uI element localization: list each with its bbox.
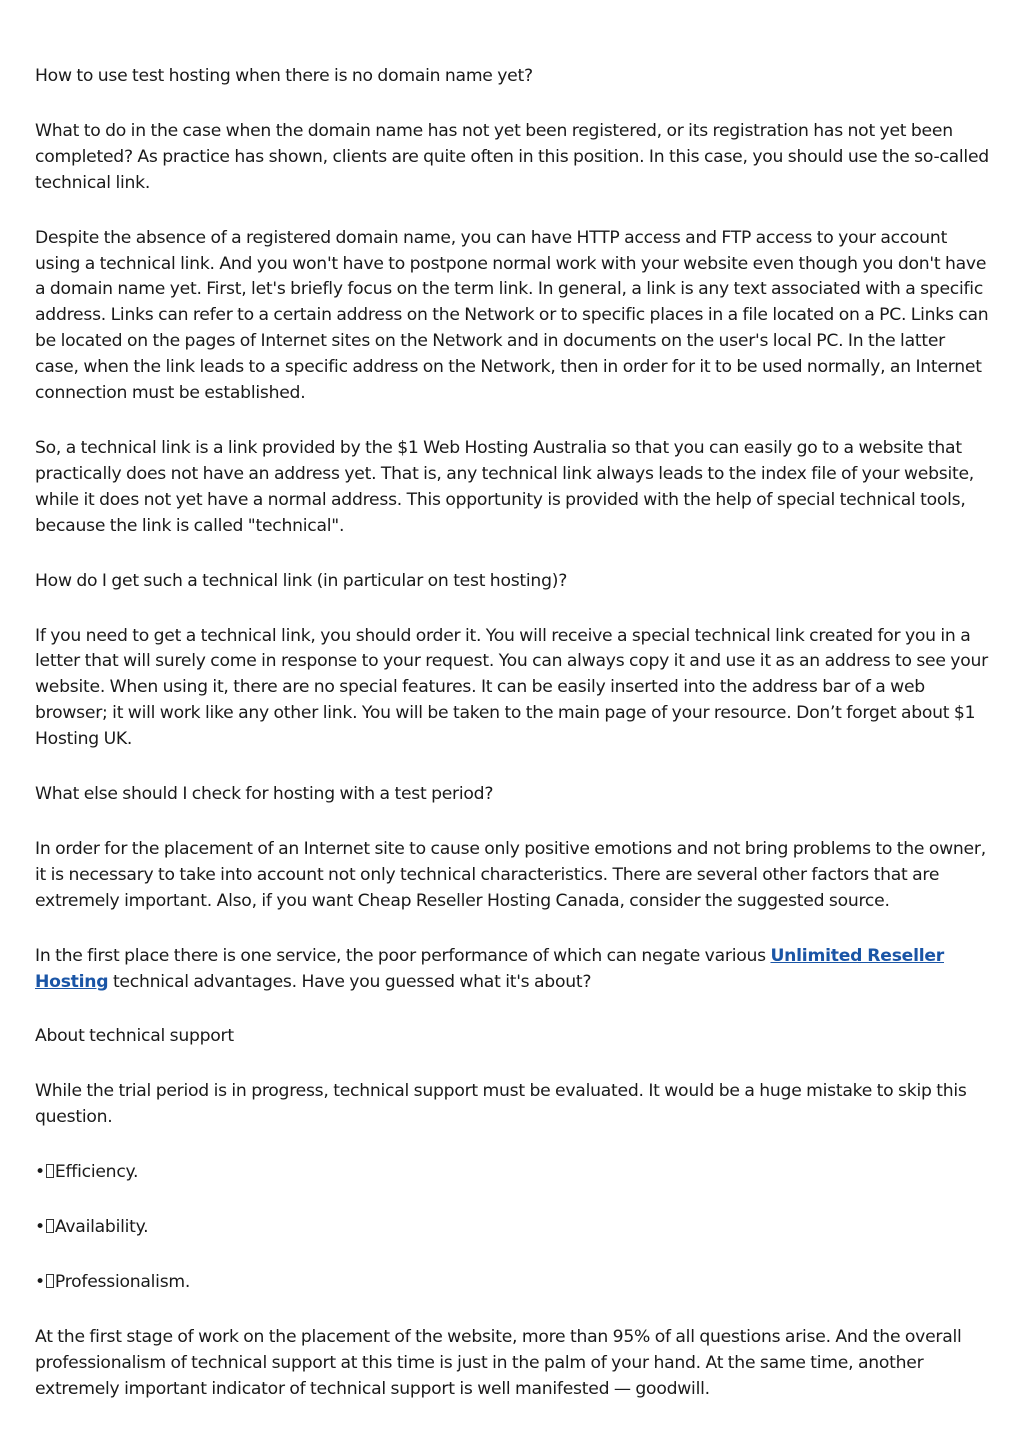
bullet-dot-icon: • bbox=[35, 1217, 45, 1238]
paragraph-technical-link-definition: So, a technical link is a link provided by the $1 Web Hosting Australia so that you can easily go to a website that practically does not have an address yet. That is, any technical link always leads to the index file of your website, while it does not yet have a normal address. This opportunity is provided with the help of special technical tools, because the link is called "technical". bbox=[35, 437, 974, 536]
bullet-item-availability bbox=[35, 1215, 993, 1241]
bullet-label: Efficiency. bbox=[54, 1162, 139, 1183]
bullet-dot-icon: • bbox=[35, 1272, 45, 1292]
paragraph-order-technical-link: If you need to get a technical link, you should order it. You will receive a special technical link created for you in a letter that will surely come in response to your request. You can always copy it and use it as an address to see your website. When using it, there are no special features. It can be easily inserted into the address bar of a web browser; it will work like any other link. You will be taken to the main page of your resource. Don’t forget about $1 Hosting UK. bbox=[35, 625, 988, 750]
paragraph-first-stage-goodwill: At the first stage of work on the placement of the website, more than 95% of all questions arise. And the overall professionalism of technical support at this time is just in the palm of your hand. At the same time, another extremely important indicator of technical support is well manifested — goodwill. bbox=[35, 1326, 962, 1399]
unlimited-reseller-hosting-link[interactable]: Unlimited Reseller Hosting bbox=[35, 945, 944, 992]
paragraph-text-after-link: technical advantages. Have you guessed what it's about? bbox=[108, 971, 592, 992]
question-heading-test-hosting: How to use test hosting when there is no domain name yet? bbox=[35, 66, 533, 86]
question-heading-get-technical-link: How do I get such a technical link (in particular on test hosting)? bbox=[35, 570, 568, 591]
missing-glyph-icon bbox=[46, 1274, 54, 1288]
paragraph-text-before-link: In the first place there is one service, the poor performance of which can negate various bbox=[35, 945, 771, 966]
paragraph-domain-not-registered: What to do in the case when the domain name has not yet been registered, or its registration has not yet been completed? As practice has shown, clients are quite often in this position. In this case, you should use the so-called technical link. bbox=[35, 120, 989, 193]
bullet-item-professionalism bbox=[35, 1270, 993, 1296]
bullet-item-efficiency bbox=[35, 1160, 993, 1186]
missing-glyph-icon bbox=[46, 1219, 54, 1233]
missing-glyph-icon bbox=[46, 1164, 54, 1178]
bullet-label: Availability. bbox=[54, 1217, 149, 1238]
question-heading-what-else-check: What else should I check for hosting with a test period? bbox=[35, 784, 494, 805]
bullet-dot-icon: • bbox=[35, 1162, 45, 1183]
paragraph-service-performance bbox=[35, 944, 993, 996]
bullet-label: Professionalism. bbox=[54, 1272, 191, 1292]
paragraph-trial-period-support: While the trial period is in progress, technical support must be evaluated. It would be a huge mistake to skip this question. bbox=[35, 1081, 967, 1128]
section-heading-technical-support: About technical support bbox=[35, 1026, 234, 1047]
paragraph-technical-link-access: Despite the absence of a registered domain name, you can have HTTP access and FTP access to your account using a technical link. And you won't have to postpone normal work with your website even though you don't have a domain name yet. First, let's briefly focus on the term link. In general, a link is any text associated with a specific address. Links can refer to a certain address on the Network or to specific places in a file located on a PC. Links can be located on the pages of Internet sites on the Network and in documents on the user's local PC. In the latter case, when the link leads to a specific address on the Network, then in order for it to be used normally, an Internet connection must be established. bbox=[35, 227, 989, 404]
article-body bbox=[35, 64, 993, 1432]
paragraph-placement-factors: In order for the placement of an Internet site to cause only positive emotions and not bring problems to the owner, it is necessary to take into account not only technical characteristics. There are several other factors that are extremely important. Also, if you want Cheap Reseller Hosting Canada, consider the suggested source. bbox=[35, 838, 986, 911]
